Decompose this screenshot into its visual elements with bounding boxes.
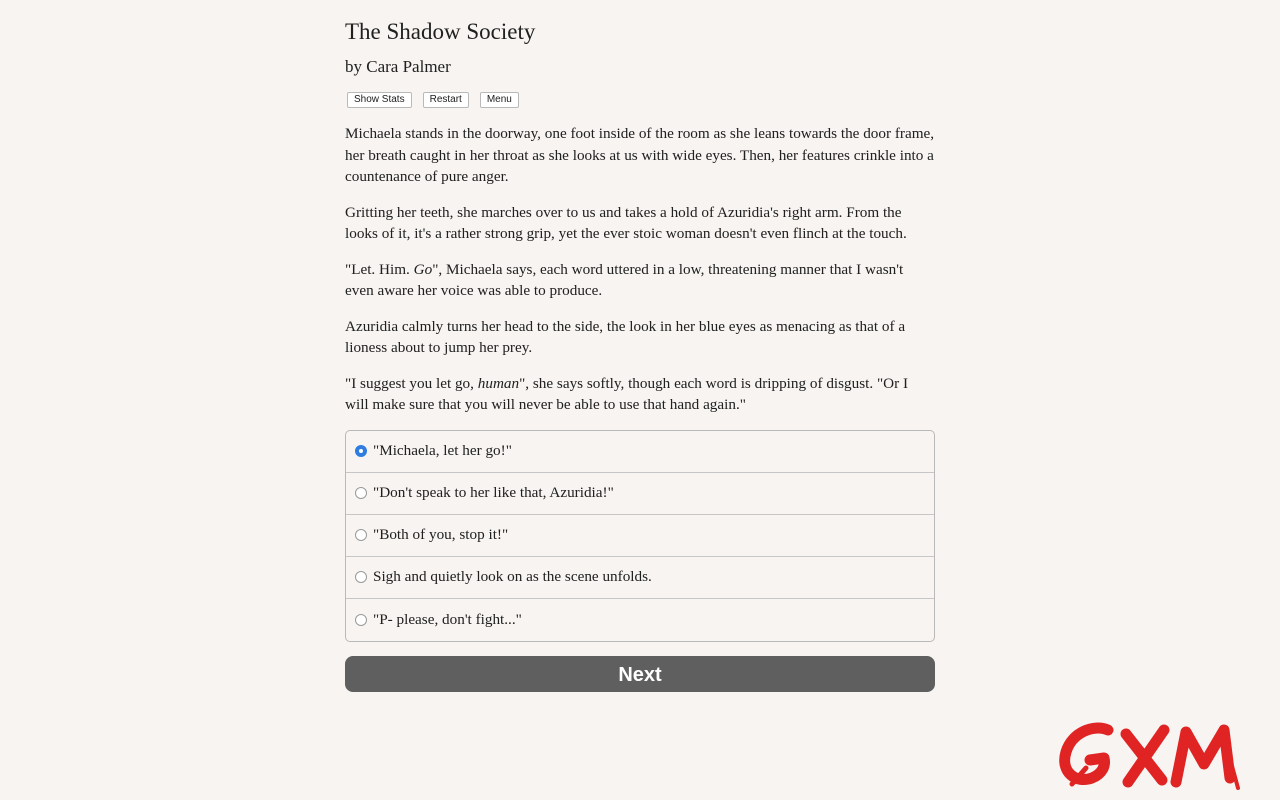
gxm-watermark-logo bbox=[1058, 718, 1242, 794]
choice-option[interactable] bbox=[346, 557, 934, 599]
game-author: by Cara Palmer bbox=[345, 57, 451, 76]
story-paragraph: Gritting her teeth, she marches over to us and takes a hold of Azuridia's right arm. From the looks of it, it's a rather strong grip, yet the ever stoic woman doesn't even flinch at the touch. bbox=[345, 203, 907, 242]
radio-button[interactable] bbox=[355, 571, 367, 583]
story-paragraph bbox=[345, 373, 935, 416]
radio-button[interactable] bbox=[355, 529, 367, 541]
choice-option[interactable] bbox=[346, 473, 934, 515]
gxm-logo-icon bbox=[1058, 718, 1242, 794]
radio-button[interactable] bbox=[355, 445, 367, 457]
choice-label: "Michaela, let her go!" bbox=[373, 442, 512, 459]
toolbar bbox=[345, 92, 935, 110]
game-title: The Shadow Society bbox=[345, 19, 536, 44]
story-text-segment: ", Michaela says, each word uttered in a low, threatening manner that I wasn't even aware her voice was able to produce. bbox=[345, 260, 904, 299]
choice-label: Sigh and quietly look on as the scene unfolds. bbox=[373, 568, 652, 585]
radio-button[interactable] bbox=[355, 614, 367, 626]
story-paragraph bbox=[345, 259, 935, 302]
choice-label: "Both of you, stop it!" bbox=[373, 526, 509, 543]
choice-list bbox=[345, 430, 935, 642]
choice-label: "Don't speak to her like that, Azuridia!" bbox=[373, 484, 614, 501]
story-emphasis: human bbox=[477, 374, 520, 392]
choice-option[interactable] bbox=[346, 599, 934, 641]
story-text-segment: ", she says softly, though each word is dripping of disgust. "Or I will make sure that you will never be able to use that hand again." bbox=[345, 374, 909, 413]
choice-option[interactable] bbox=[346, 515, 934, 557]
choice-option[interactable] bbox=[346, 431, 934, 473]
radio-button[interactable] bbox=[355, 487, 367, 499]
game-page bbox=[345, 0, 935, 692]
story-text bbox=[345, 123, 935, 416]
story-text-segment: "Let. Him. bbox=[345, 260, 414, 278]
story-text-segment: "I suggest you let go, bbox=[345, 374, 478, 392]
next-button[interactable]: Next bbox=[345, 656, 935, 692]
story-emphasis: Go bbox=[413, 260, 433, 278]
story-paragraph: Michaela stands in the doorway, one foot inside of the room as she leans towards the door frame, her breath caught in her throat as she looks at us with wide eyes. Then, her features crinkle into a countenance of pure anger. bbox=[345, 125, 935, 185]
choice-label: "P- please, don't fight..." bbox=[373, 610, 522, 628]
menu-button[interactable]: Menu bbox=[480, 92, 519, 108]
story-paragraph: Azuridia calmly turns her head to the side, the look in her blue eyes as menacing as that of a lioness about to jump her prey. bbox=[345, 317, 906, 356]
show-stats-button[interactable]: Show Stats bbox=[347, 92, 412, 108]
restart-button[interactable]: Restart bbox=[423, 92, 469, 108]
